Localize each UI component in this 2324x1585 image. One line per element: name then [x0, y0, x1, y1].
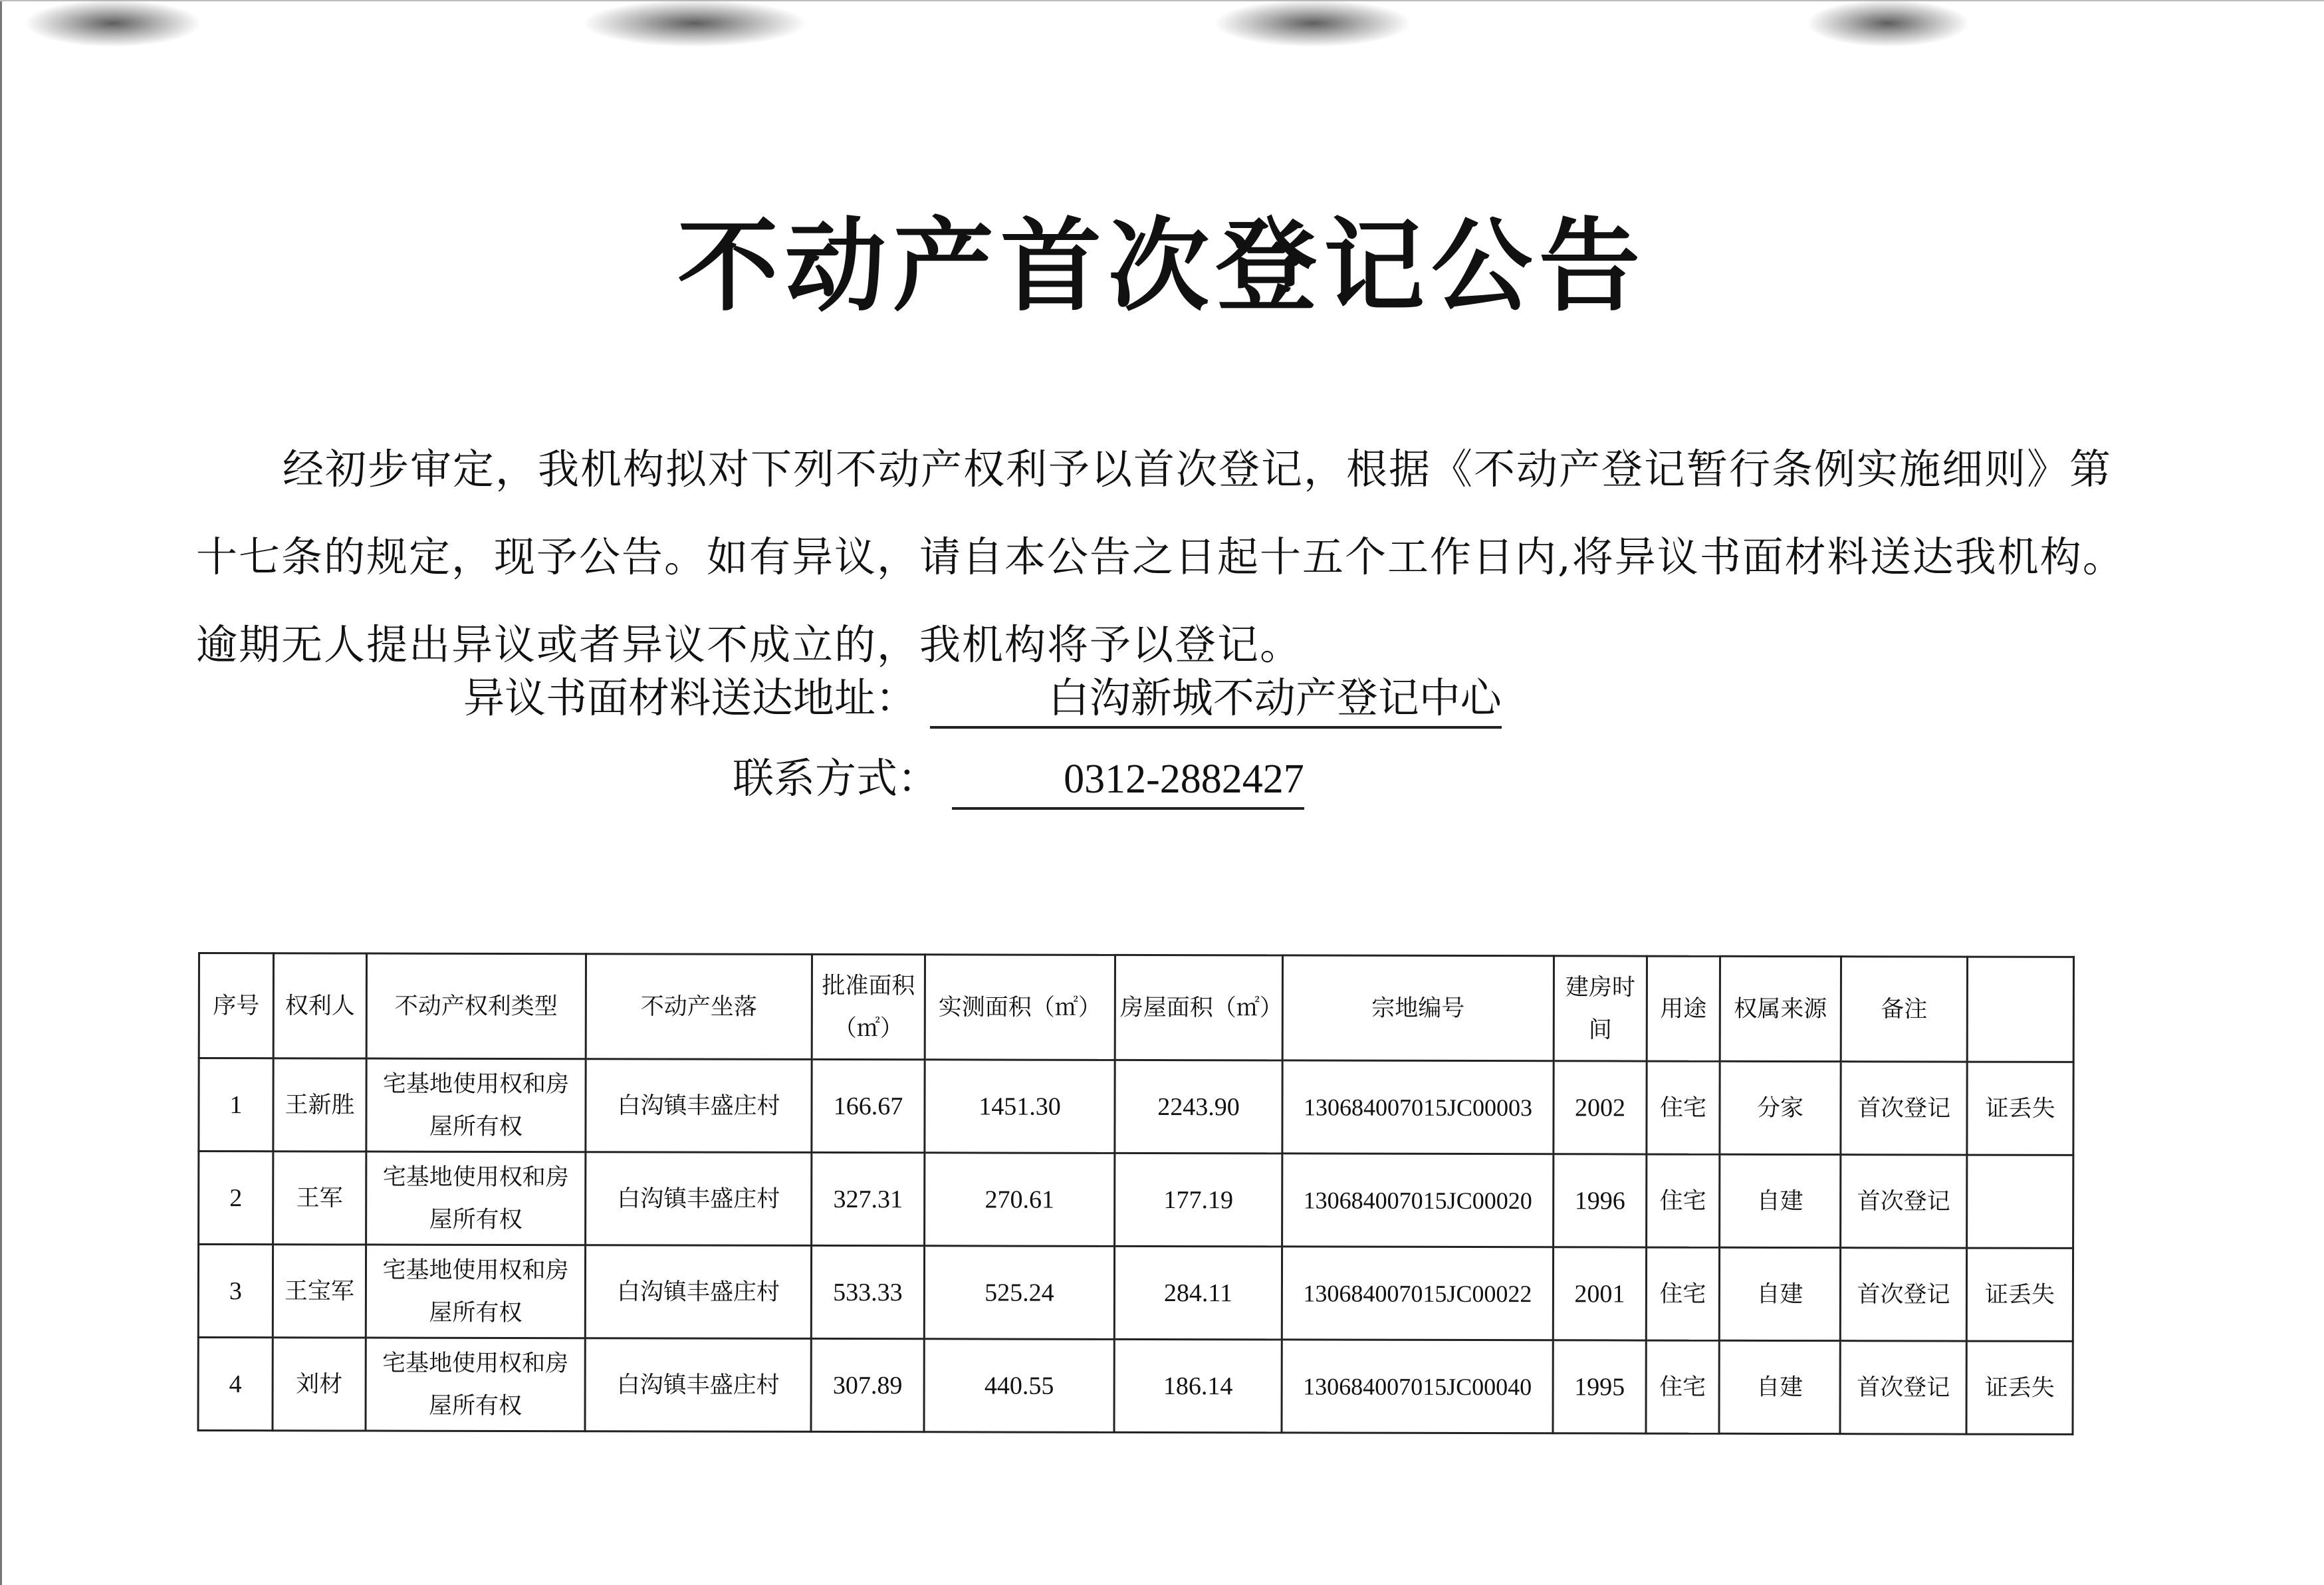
cell-approved-area: 533.33 [811, 1245, 924, 1338]
page-top-edge [0, 0, 2324, 1]
scan-artifact [585, 0, 804, 47]
cell-remarks: 首次登记 [1841, 1155, 1967, 1248]
cell-right-type: 宅基地使用权和房屋所有权 [366, 1058, 586, 1152]
cell-holder: 王新胜 [273, 1058, 366, 1152]
table-row [198, 1245, 2073, 1342]
cell-parcel-number: 130684007015JC00003 [1282, 1060, 1554, 1154]
cell-holder: 王军 [273, 1152, 366, 1245]
contact-label: 联系方式： [733, 754, 939, 802]
cell-building-area: 284.11 [1114, 1246, 1282, 1340]
scan-artifact [1808, 0, 1968, 47]
cell-measured-area: 270.61 [925, 1153, 1115, 1247]
cell-parcel-number: 130684007015JC00022 [1282, 1247, 1553, 1340]
cell-usage: 住宅 [1646, 1340, 1719, 1433]
cell-right-type: 宅基地使用权和房屋所有权 [366, 1338, 585, 1431]
address-label: 异议书面材料送达地址： [463, 673, 917, 722]
header-parcel-number: 宗地编号 [1282, 955, 1554, 1061]
cell-approved-area: 307.89 [811, 1338, 924, 1431]
cell-extra [1967, 1155, 2073, 1248]
cell-building-area: 2243.90 [1115, 1060, 1282, 1154]
table-row [198, 1338, 2073, 1435]
cell-measured-area: 525.24 [924, 1246, 1114, 1340]
cell-index: 2 [199, 1152, 273, 1245]
cell-remarks: 首次登记 [1840, 1248, 1966, 1341]
cell-ownership-source: 自建 [1719, 1340, 1840, 1433]
cell-location: 白沟镇丰盛庄村 [585, 1338, 811, 1432]
objection-address-line [463, 668, 1502, 729]
contact-value: 0312-2882427 [952, 751, 1304, 810]
cell-holder: 王宝军 [273, 1245, 366, 1338]
scan-artifact [1217, 0, 1409, 47]
header-build-year: 建房时间 [1554, 956, 1647, 1061]
cell-ownership-source: 分家 [1720, 1061, 1841, 1154]
cell-approved-area: 166.67 [812, 1059, 925, 1152]
announcement-body: 经初步审定，我机构拟对下列不动产权利予以首次登记，根据《不动产登记暂行条例实施细则》第十七条的规定，现予公告。如有异议，请自本公告之日起十五个工作日内,将异议书面材料送达我机构。逾期无人提出异议或者异议不成立的，我机构将予以登记。 [196, 445, 2125, 669]
header-location: 不动产坐落 [586, 954, 812, 1060]
cell-build-year: 2002 [1554, 1061, 1647, 1154]
header-measured-area: 实测面积（㎡） [925, 955, 1115, 1060]
cell-usage: 住宅 [1647, 1061, 1720, 1154]
cell-usage: 住宅 [1646, 1247, 1719, 1340]
cell-ownership-source: 自建 [1720, 1154, 1841, 1247]
cell-build-year: 1995 [1553, 1340, 1646, 1433]
header-extra [1967, 957, 2073, 1062]
cell-location: 白沟镇丰盛庄村 [585, 1245, 811, 1339]
cell-remarks: 首次登记 [1840, 1341, 1966, 1434]
cell-build-year: 1996 [1554, 1154, 1647, 1247]
cell-building-area: 177.19 [1115, 1153, 1282, 1247]
scan-artifact [27, 0, 199, 47]
contact-line [733, 749, 1304, 810]
cell-index: 3 [198, 1245, 273, 1338]
header-right-type: 不动产权利类型 [366, 953, 586, 1059]
registration-table [197, 952, 2075, 1435]
cell-ownership-source: 自建 [1719, 1247, 1840, 1340]
cell-location: 白沟镇丰盛庄村 [586, 1152, 812, 1246]
header-building-area: 房屋面积（㎡） [1115, 955, 1282, 1060]
cell-building-area: 186.14 [1114, 1339, 1282, 1433]
table-header-row [199, 953, 2073, 1062]
header-index: 序号 [199, 953, 273, 1058]
cell-measured-area: 440.55 [924, 1339, 1114, 1433]
table-row [199, 1152, 2073, 1249]
page-title: 不动产首次登记公告 [677, 206, 1647, 325]
header-approved-area: 批准面积（㎡） [812, 954, 925, 1059]
header-holder: 权利人 [273, 953, 366, 1058]
cell-parcel-number: 130684007015JC00040 [1282, 1340, 1553, 1433]
cell-build-year: 2001 [1553, 1247, 1646, 1340]
header-ownership-source: 权属来源 [1720, 956, 1841, 1061]
cell-index: 1 [199, 1058, 273, 1152]
cell-extra: 证丢失 [1966, 1248, 2073, 1341]
cell-index: 4 [198, 1338, 273, 1431]
header-usage: 用途 [1647, 956, 1720, 1061]
table-row [199, 1058, 2073, 1156]
cell-location: 白沟镇丰盛庄村 [586, 1059, 812, 1153]
cell-parcel-number: 130684007015JC00020 [1282, 1154, 1554, 1247]
cell-right-type: 宅基地使用权和房屋所有权 [366, 1245, 585, 1338]
cell-remarks: 首次登记 [1841, 1062, 1967, 1155]
cell-extra: 证丢失 [1966, 1341, 2073, 1434]
address-value: 白沟新城不动产登记中心 [930, 670, 1502, 729]
cell-right-type: 宅基地使用权和房屋所有权 [366, 1152, 586, 1245]
cell-measured-area: 1451.30 [925, 1060, 1115, 1154]
cell-holder: 刘材 [273, 1338, 366, 1431]
cell-usage: 住宅 [1647, 1154, 1720, 1247]
cell-extra: 证丢失 [1967, 1062, 2073, 1155]
header-remarks: 备注 [1841, 957, 1967, 1062]
cell-approved-area: 327.31 [812, 1152, 925, 1245]
